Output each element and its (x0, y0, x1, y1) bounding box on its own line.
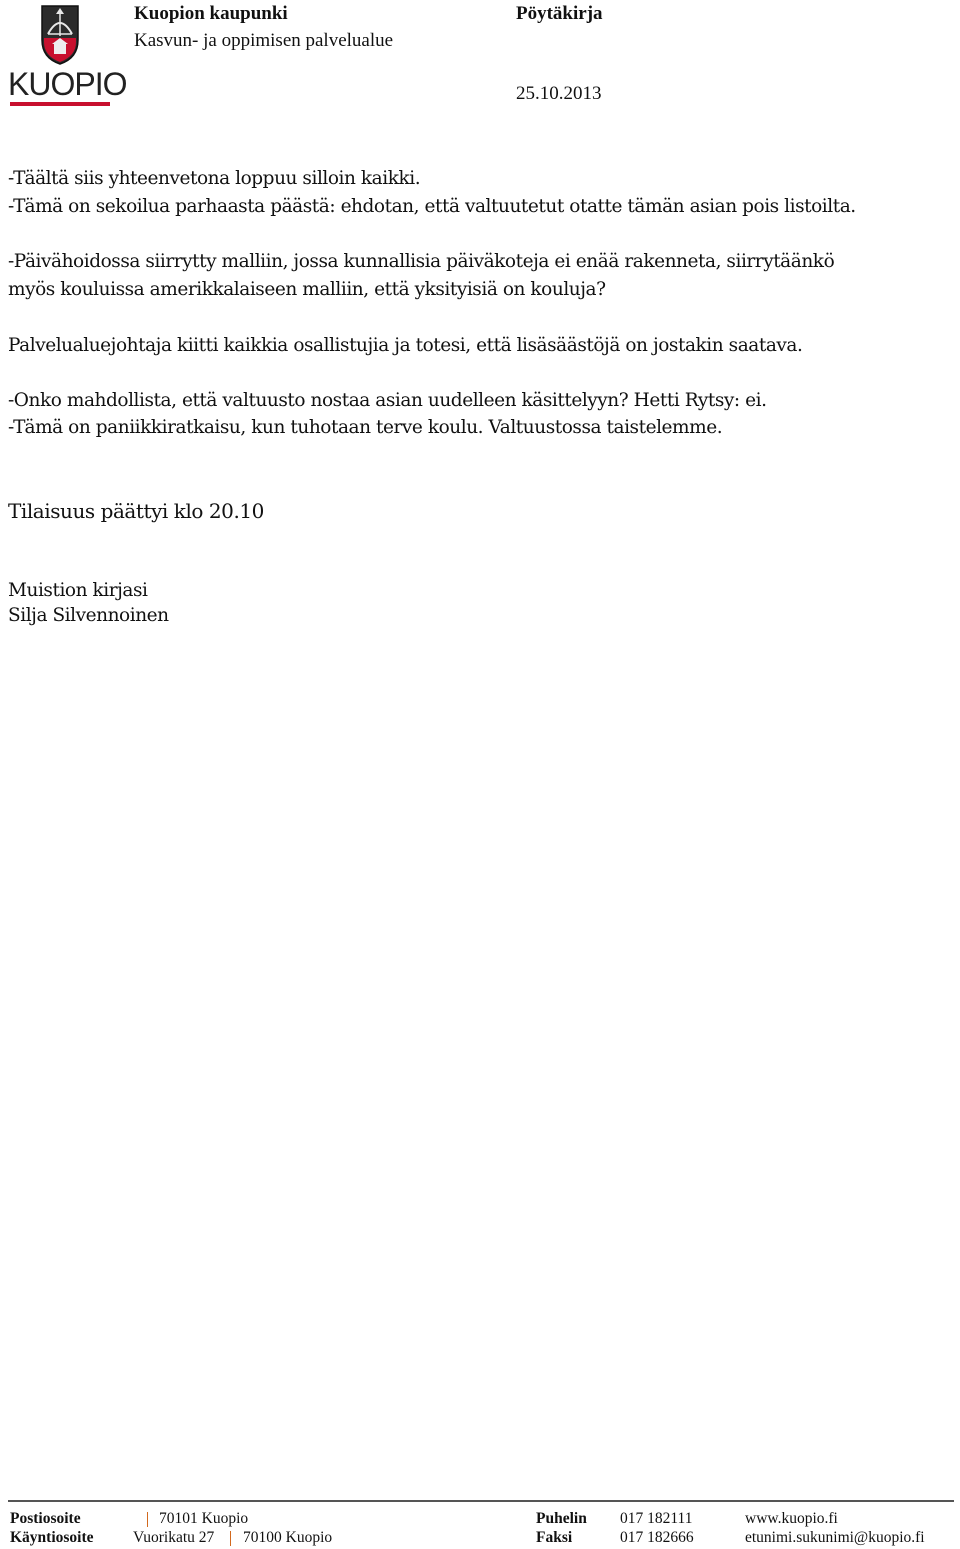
footer-separator (230, 1531, 231, 1546)
footer-divider (8, 1500, 954, 1502)
unit-name: Kasvun- ja oppimisen palvelualue (134, 30, 394, 51)
closing-time: Tilaisuus päättyi klo 20.10 (8, 499, 264, 523)
minutes-writer-label: Muistion kirjasi (8, 580, 148, 601)
kuopio-logo (8, 4, 127, 106)
body-line: -Onko mahdollista, että valtuusto nostaa asian uudelleen käsittelyyn? Hetti Rytsy: ei. (8, 390, 767, 411)
visit-street: Vuorikatu 27 (133, 1529, 215, 1546)
fax-value: 017 182666 (620, 1529, 694, 1546)
phone-label: Puhelin (536, 1510, 587, 1527)
fax-label: Faksi (536, 1529, 573, 1546)
coat-of-arms-icon (8, 4, 112, 66)
minutes-writer-name: Silja Silvennoinen (8, 605, 169, 626)
logo-underline (10, 102, 110, 106)
visit-label: Käyntiosoite (10, 1529, 94, 1546)
phone-value: 017 182111 (620, 1510, 693, 1527)
org-name: Kuopion kaupunki (134, 3, 288, 24)
body-line: myös kouluissa amerikkalaiseen malliin, että yksityisiä on kouluja? (8, 279, 606, 300)
body-line: Palvelualuejohtaja kiitti kaikkia osallistujia ja totesi, että lisäsäästöjä on jostakin saatava. (8, 335, 803, 356)
doc-date: 25.10.2013 (516, 83, 602, 104)
email-link[interactable]: etunimi.sukunimi@kuopio.fi (745, 1529, 925, 1546)
postal-value: 70101 Kuopio (159, 1510, 249, 1527)
body-line: -Täältä siis yhteenvetona loppuu silloin kaikki. (8, 168, 421, 189)
body-line: -Tämä on paniikkiratkaisu, kun tuhotaan terve koulu. Valtuustossa taistelemme. (8, 417, 723, 438)
visit-city: 70100 Kuopio (243, 1529, 333, 1546)
postal-label: Postiosoite (10, 1510, 81, 1527)
body-line: -Tämä on sekoilua parhaasta päästä: ehdotan, että valtuutetut otatte tämän asian pois listoilta. (8, 196, 856, 217)
doc-type: Pöytäkirja (516, 3, 603, 24)
footer-separator (147, 1512, 148, 1527)
body-line: -Päivähoidossa siirrytty malliin, jossa kunnallisia päiväkoteja ei enää rakenneta, siirrytäänkö (8, 251, 835, 272)
website-link[interactable]: www.kuopio.fi (745, 1510, 838, 1527)
logo-wordmark: KUOPIO (8, 66, 127, 102)
